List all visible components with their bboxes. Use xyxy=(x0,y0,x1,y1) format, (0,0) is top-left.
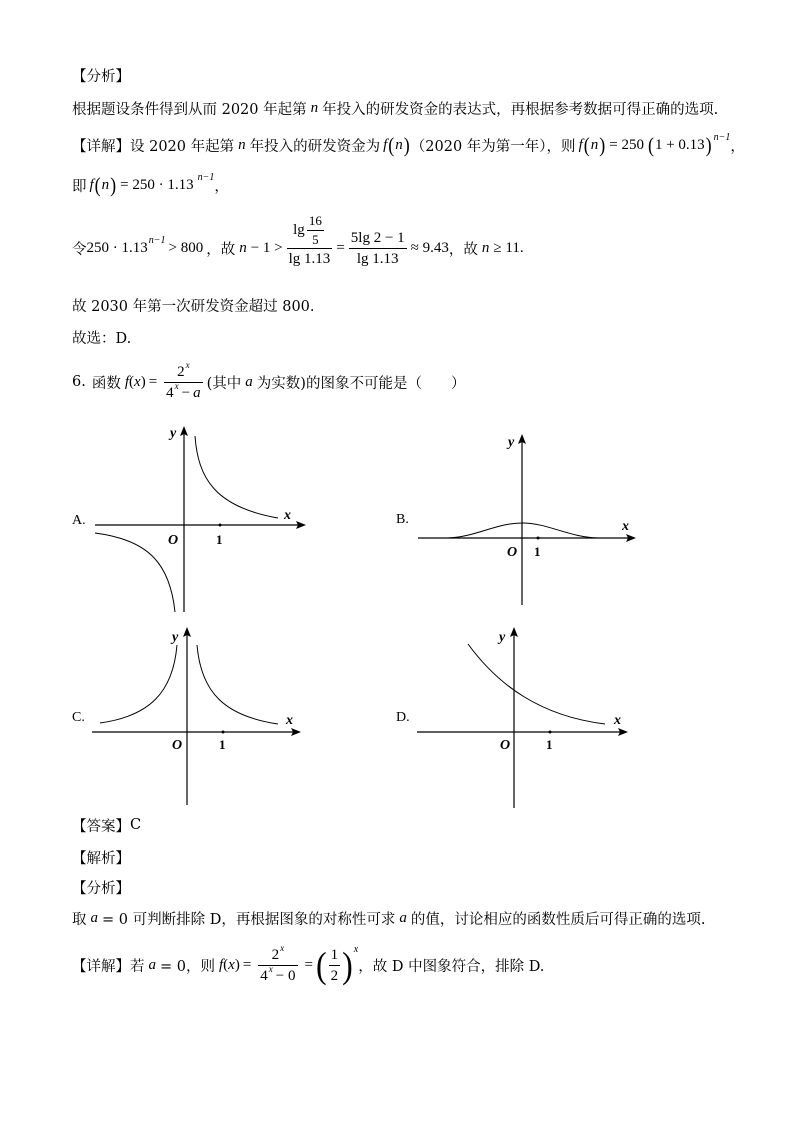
math-expression: = 250 xyxy=(609,136,644,153)
right-paren: ) xyxy=(403,133,410,157)
math-variable: n xyxy=(590,136,599,153)
base: 2 xyxy=(177,363,185,380)
left-paren: ( xyxy=(223,956,229,973)
origin-label: O xyxy=(507,545,518,560)
math-expression: 1 + 0.13 xyxy=(654,136,705,153)
superscript: x xyxy=(353,943,359,955)
tick-mark xyxy=(549,731,552,734)
math-variable: n xyxy=(101,176,110,193)
x-axis-label: x xyxy=(614,713,621,728)
text-segment: 年投入的研发资金的表达式，再根据参考数据可得正确的选项. xyxy=(322,101,719,118)
answer-line xyxy=(72,815,141,835)
curve-right-branch xyxy=(197,645,278,724)
superscript: x xyxy=(185,360,190,371)
superscript: x xyxy=(280,943,285,954)
math-variable: a xyxy=(90,909,98,926)
question-6-stem xyxy=(72,360,465,404)
text-segment: = 0 可判断排除 D，再根据图象的对称性可求 xyxy=(102,911,396,928)
minus-sign: − xyxy=(181,384,191,401)
analysis-heading-2 xyxy=(72,877,130,897)
superscript: n−1 xyxy=(148,234,166,246)
text-segment: 若 xyxy=(130,958,145,975)
y-axis-label: y xyxy=(499,630,506,645)
equals-sign: = xyxy=(304,956,313,973)
right-paren: ) xyxy=(342,944,353,986)
right-paren: ) xyxy=(705,133,712,157)
lg-operator: lg xyxy=(293,222,305,238)
option-label: B. xyxy=(396,512,409,527)
tick-label: 1 xyxy=(546,737,553,752)
math-expression: > 800 xyxy=(168,239,204,256)
tick-mark xyxy=(222,731,225,734)
superscript: x xyxy=(268,964,273,975)
fraction-numerator: 16 xyxy=(308,212,322,228)
heading-text: 【分析】 xyxy=(72,68,130,85)
math-variable: n xyxy=(395,136,403,153)
fraction-denominator xyxy=(164,382,202,402)
fraction-denominator: 5 xyxy=(307,230,324,248)
fraction-numerator xyxy=(164,360,202,382)
text-segment: ，故 D 中图象符合，排除 D. xyxy=(358,958,545,975)
graph-option-d xyxy=(385,620,645,815)
function-name: f xyxy=(218,956,224,973)
superscript: x xyxy=(174,381,179,392)
analysis-text-2 xyxy=(72,908,705,928)
math-expression: = 250 · 1.13 xyxy=(120,176,194,193)
curve-decreasing xyxy=(468,644,605,724)
graph-option-a xyxy=(60,420,320,620)
math-variable: a xyxy=(193,384,201,401)
answer-heading: 【答案】 xyxy=(72,818,130,835)
superscript: n−1 xyxy=(197,171,215,183)
text-segment: ， xyxy=(730,138,745,155)
analysis-heading xyxy=(72,65,130,85)
math-expression: − 0 xyxy=(275,967,296,984)
base: 4 xyxy=(260,967,268,984)
equals-sign: = xyxy=(242,956,252,973)
math-variable: n xyxy=(238,136,246,153)
left-paren: ( xyxy=(647,133,654,157)
text-segment: 根据题设条件得到从而 2020 年起第 xyxy=(72,101,307,118)
option-label: D. xyxy=(396,710,410,725)
left-paren: ( xyxy=(129,373,135,390)
math-variable: n xyxy=(239,239,247,256)
curve-left-branch xyxy=(95,533,175,612)
base: 4 xyxy=(166,384,174,401)
right-paren: ) xyxy=(140,373,146,390)
curve-left-branch xyxy=(100,645,177,723)
detail-line-3 xyxy=(72,213,524,283)
tick-label: 1 xyxy=(216,532,223,547)
function-name: f xyxy=(383,136,388,153)
left-paren: ( xyxy=(315,944,327,986)
conclusion-text xyxy=(72,295,315,315)
function-name: f xyxy=(578,136,583,153)
detail-line-1 xyxy=(72,132,745,158)
math-expression: 250 · 1.13 xyxy=(86,239,148,256)
analysis-text xyxy=(72,98,718,118)
text-segment: 设 2020 年起第 xyxy=(130,138,235,155)
graph-option-b xyxy=(385,425,645,615)
curve-bell xyxy=(448,523,598,538)
heading-text: 【分析】 xyxy=(72,880,130,897)
text-segment: ，故 xyxy=(448,241,478,258)
text-segment: (其中 xyxy=(206,375,242,392)
text-segment: 取 xyxy=(72,911,87,928)
fraction-numerator: 5lg 2 − 1 xyxy=(350,229,405,246)
tick-label: 1 xyxy=(534,544,541,559)
fraction-lg-ratio xyxy=(287,213,333,283)
math-variable: n xyxy=(481,239,490,256)
fraction-numerator: 1 xyxy=(330,946,339,963)
math-variable: a xyxy=(245,373,253,390)
base: 2 xyxy=(271,946,280,963)
fraction-numerator xyxy=(287,213,333,248)
left-paren: ( xyxy=(583,133,590,157)
text-segment: 为实数)的图象不可能是（ ） xyxy=(256,375,466,392)
tick-mark xyxy=(219,524,222,527)
tick-mark xyxy=(537,537,540,540)
math-variable: x xyxy=(134,373,141,390)
solution-heading xyxy=(72,847,130,867)
x-axis-label: x xyxy=(284,508,291,523)
tick-label: 1 xyxy=(219,737,226,752)
fraction-simplified xyxy=(349,229,407,268)
right-paren: ) xyxy=(110,173,117,197)
y-axis-label: y xyxy=(172,630,179,645)
fraction-denominator xyxy=(258,965,297,985)
function-name: f xyxy=(89,176,94,193)
math-expression: ≥ 11. xyxy=(493,239,524,256)
superscript: n−1 xyxy=(713,131,731,143)
function-name: f xyxy=(124,373,130,390)
option-label: A. xyxy=(72,513,86,528)
y-axis-label: y xyxy=(508,435,515,450)
math-variable: a xyxy=(399,909,407,926)
curve-right-branch xyxy=(195,436,278,518)
text-segment: = 0，则 xyxy=(160,958,215,975)
question-number: 6. xyxy=(72,374,86,390)
detail-heading: 【详解】 xyxy=(72,958,130,975)
origin-label: O xyxy=(172,738,183,753)
left-paren: ( xyxy=(388,133,395,157)
math-variable: x xyxy=(228,956,235,973)
equals-sign: = xyxy=(336,239,345,256)
fraction-function xyxy=(258,943,297,985)
text-segment: 令 xyxy=(72,241,87,258)
fraction-denominator: 2 xyxy=(329,965,341,985)
y-axis-label: y xyxy=(170,426,177,441)
math-variable: a xyxy=(148,956,156,973)
answer-value: C xyxy=(130,817,142,833)
math-expression: ≈ 9.43 xyxy=(410,239,449,256)
text-segment: 的值，讨论相应的函数性质后可得正确的选项. xyxy=(410,911,706,928)
equals-sign: = xyxy=(148,373,158,390)
fraction-denominator: lg 1.13 xyxy=(287,248,333,283)
math-expression: − 1 > xyxy=(250,239,283,256)
graph-option-c xyxy=(60,620,320,815)
text-segment: 故选：D. xyxy=(72,330,132,347)
left-paren: ( xyxy=(94,173,101,197)
origin-label: O xyxy=(500,738,511,753)
x-axis-label: x xyxy=(622,519,629,534)
text-segment: （2020 年为第一年），则 xyxy=(410,138,576,155)
fraction-half xyxy=(329,946,341,985)
text-segment: 即 xyxy=(72,178,87,195)
fraction-denominator: lg 1.13 xyxy=(349,248,407,268)
fraction-function xyxy=(164,360,202,402)
right-paren: ) xyxy=(599,133,606,157)
detail-line-q6 xyxy=(72,940,544,990)
right-paren: ) xyxy=(234,956,240,973)
math-variable: n xyxy=(310,99,319,116)
heading-text: 【解析】 xyxy=(72,850,130,867)
text-segment: ， xyxy=(214,178,229,195)
text-segment: ，故 xyxy=(206,241,236,258)
option-label: C. xyxy=(72,710,85,725)
detail-heading: 【详解】 xyxy=(72,138,130,155)
choice-text xyxy=(72,327,131,347)
nested-fraction xyxy=(307,213,324,247)
x-axis-label: x xyxy=(286,713,293,728)
fraction-numerator xyxy=(258,943,297,965)
origin-label: O xyxy=(168,533,179,548)
text-segment: 年投入的研发资金为 xyxy=(249,138,381,155)
text-segment: 函数 xyxy=(91,375,121,392)
detail-line-2 xyxy=(72,172,229,198)
text-segment: 故 2030 年第一次研发资金超过 800. xyxy=(72,298,315,315)
